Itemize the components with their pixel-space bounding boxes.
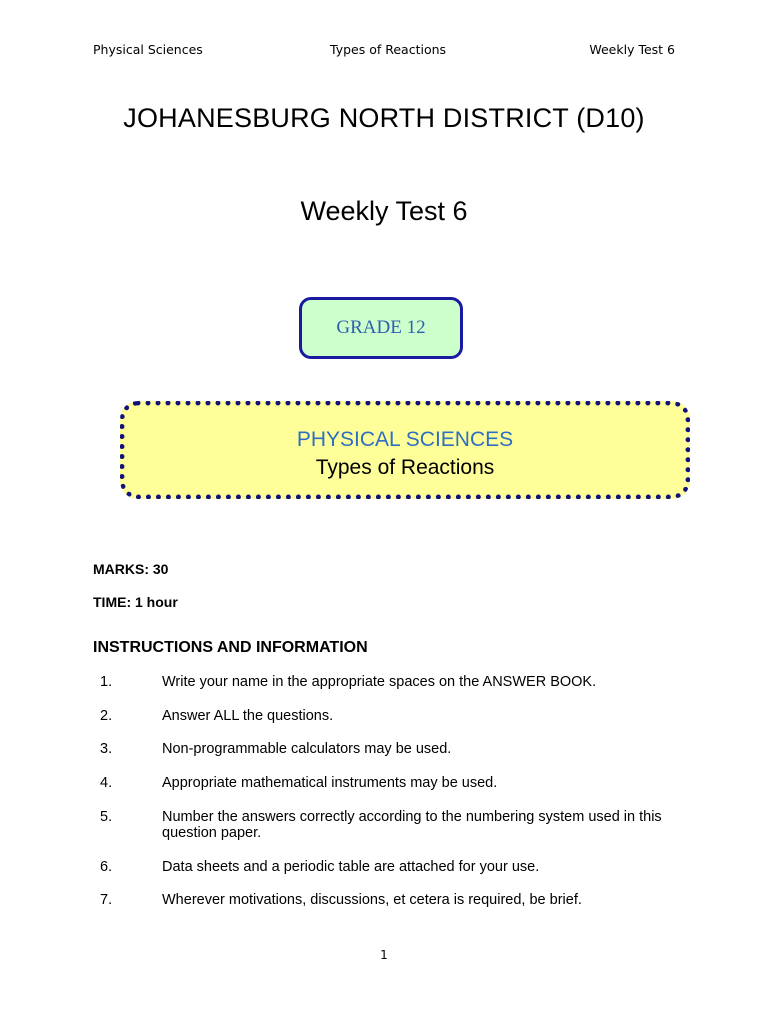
instruction-number: 5. (100, 809, 113, 825)
instruction-text: Write your name in the appropriate spaces on the ANSWER BOOK. (162, 674, 597, 690)
instruction-number: 4. (100, 775, 113, 791)
grade-label: GRADE 12 (336, 317, 426, 338)
instruction-number: 3. (100, 741, 113, 757)
instruction-text: Number the answers correctly according to the numbering system used in this question paper. (162, 809, 662, 841)
instruction-number: 2. (100, 708, 113, 724)
subject-name: PHYSICAL SCIENCES (296, 428, 514, 451)
header-right-text: Weekly Test 6 (589, 42, 675, 57)
instruction-number: 7. (100, 892, 113, 908)
district-title: JOHANESBURG NORTH DISTRICT (D10) (123, 103, 645, 133)
subject-box (120, 401, 690, 499)
header-left-text: Physical Sciences (93, 42, 203, 57)
header-center-text: Types of Reactions (330, 42, 447, 57)
instruction-text: Answer ALL the questions. (162, 708, 334, 724)
page-number: 1 (380, 948, 388, 962)
grade-box (299, 297, 463, 359)
instructions-heading: INSTRUCTIONS AND INFORMATION (93, 639, 368, 656)
marks-text: MARKS: 30 (93, 561, 169, 577)
instruction-text: Wherever motivations, discussions, et cetera is required, be brief. (162, 892, 582, 908)
instruction-text: Data sheets and a periodic table are attached for your use. (162, 859, 540, 875)
test-title: Weekly Test 6 (300, 196, 468, 226)
subject-topic: Types of Reactions (315, 456, 495, 479)
instruction-number: 1. (100, 674, 113, 690)
time-text: TIME: 1 hour (93, 594, 178, 610)
instruction-text: Non-programmable calculators may be used. (162, 741, 452, 757)
instruction-number: 6. (100, 859, 113, 875)
instruction-text: Appropriate mathematical instruments may be used. (162, 775, 498, 791)
